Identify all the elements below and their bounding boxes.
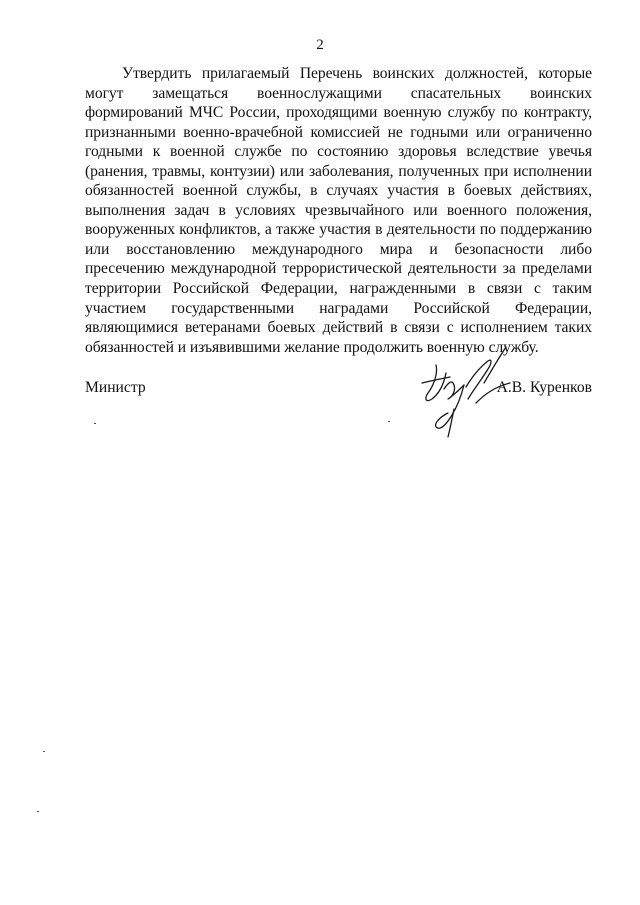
scan-speck [388,421,390,422]
order-paragraph: Утвердить прилагаемый Перечень воинских должностей, которые могут замещаться военнослужащими спасательных воинских формирований МЧС России, проходящими военную службу по контракту, признанными военно-врачебной комиссией не годными или ограниченно годными к военной службе по состоянию здоровья вследствие увечья (ранения, травмы, контузии) или заболевания, полученных при исполнении обязанностей военной службы, в случаях участия в боевых действиях, выполнения задач в условиях чрезвычайного или военного положения, вооруженных конфликтов, а также участия в деятельности по поддержанию или восстановлению международного мира и безопасности либо пресечению международной террористической деятельности за пределами территории Российской Федерации, награжденными в связи с таким участием государственными наградами Российской Федерации, являющимися ветеранами боевых действий в связи с исполнением таких обязанностей и изъявившими желание продолжить военную службу. [85,65,592,356]
handwritten-signature [414,343,524,438]
scan-speck [94,423,96,424]
signer-name: А.В. Куренков [496,379,592,396]
scan-speck [43,751,45,752]
signer-title: Министр [85,379,146,396]
page-number: 2 [316,37,324,53]
scan-speck [37,811,39,812]
